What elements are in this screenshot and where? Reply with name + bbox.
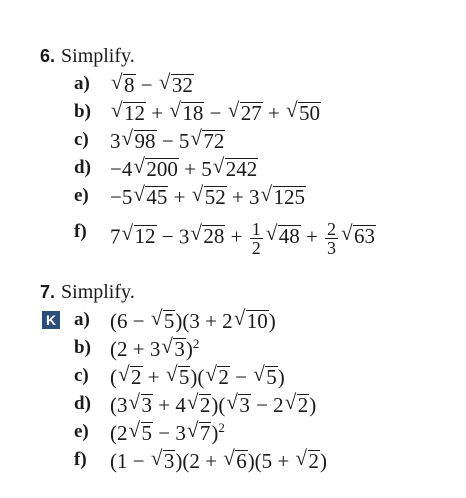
numerator: 2 xyxy=(327,219,337,239)
radicand: 6 xyxy=(236,449,247,473)
radicand: 32 xyxy=(171,73,193,97)
expression: (2 + 3√ 3)$^2$ xyxy=(110,336,199,361)
radicand: 7 xyxy=(199,421,211,445)
sqrt-term xyxy=(151,308,176,333)
sqrt-term xyxy=(133,184,168,209)
expression: 7√ 12 − 3√ 28 + $\frac{1}{2}$ √ 48 + $\frac{2}{3}$ √ 63 xyxy=(110,220,376,257)
sqrt-term xyxy=(111,100,146,125)
part-label: c) xyxy=(74,129,89,150)
problem-7-title: Simplify. xyxy=(61,281,135,303)
part-label: b) xyxy=(74,337,91,358)
sqrt-term xyxy=(169,100,204,125)
problem-7-part xyxy=(0,448,466,472)
radicand: 5 xyxy=(266,365,277,389)
sqrt-term xyxy=(205,364,230,389)
radicand: 50 xyxy=(299,101,321,125)
part-label: e) xyxy=(74,421,89,442)
exponent: 2 xyxy=(192,336,200,351)
exponent: 2 xyxy=(218,420,225,435)
coefficient: 3 xyxy=(110,129,121,153)
radicand: 3 xyxy=(239,393,250,417)
expression: √ 12 + √ 18 − √ 27 + √ 50 xyxy=(110,100,321,125)
sqrt-term xyxy=(159,72,194,97)
sqrt-term xyxy=(192,184,227,209)
radicand: 45 xyxy=(146,185,168,209)
sqrt-term xyxy=(226,392,251,417)
sqrt-term xyxy=(166,364,191,389)
problem-7-part xyxy=(0,392,466,416)
radicand: 28 xyxy=(203,224,225,249)
problem-6-part xyxy=(0,100,466,124)
sqrt-term xyxy=(223,448,248,473)
part-label: a) xyxy=(74,73,90,94)
sqrt-term xyxy=(187,420,212,445)
radicand: 63 xyxy=(354,224,376,249)
sqrt-term xyxy=(190,223,225,248)
radicand: 10 xyxy=(246,309,268,333)
coefficient: 3 xyxy=(178,224,190,249)
expression: 3√ 98 − 5√ 72 xyxy=(110,128,225,153)
sqrt-term xyxy=(234,308,269,333)
coefficient: 5 xyxy=(178,129,190,153)
sqrt-term xyxy=(296,448,321,473)
denominator: 3 xyxy=(327,238,337,258)
radicand: 2 xyxy=(218,365,229,389)
sqrt-term xyxy=(266,223,301,248)
problem-6-part xyxy=(0,156,466,180)
radicand: 8 xyxy=(124,73,135,97)
sqrt-term xyxy=(253,364,278,389)
coefficient: −5 xyxy=(110,185,133,209)
problem-6-part xyxy=(0,219,466,258)
part-label: a) xyxy=(74,309,90,330)
problem-7-number: 7. xyxy=(40,282,56,302)
sqrt-term xyxy=(213,156,259,181)
part-label: d) xyxy=(74,393,91,414)
radicand: 27 xyxy=(240,101,262,125)
expression: −5√ 45 + √ 52 + 3√ 125 xyxy=(110,184,306,209)
radicand: 5 xyxy=(141,421,152,445)
fraction xyxy=(250,220,263,257)
part-label: d) xyxy=(74,157,91,178)
problem-6-number: 6. xyxy=(40,46,56,66)
part-label: c) xyxy=(74,365,89,386)
radicand: 2 xyxy=(199,393,211,417)
radicand: 5 xyxy=(178,365,190,389)
radicand: 12 xyxy=(124,101,145,125)
sqrt-term xyxy=(111,72,136,97)
fraction xyxy=(325,220,338,257)
radicand: 5 xyxy=(163,309,175,333)
problem-6-title: Simplify. xyxy=(61,45,135,67)
expression: √ 8 − √ 32 xyxy=(110,72,194,97)
radicand: 98 xyxy=(134,129,156,153)
radicand: 52 xyxy=(204,185,226,209)
radicand: 72 xyxy=(203,129,225,153)
expression: −4√ 200 + 5√ 242 xyxy=(110,156,258,181)
radicand: 2 xyxy=(308,449,320,473)
sqrt-term xyxy=(161,336,186,361)
denominator: 2 xyxy=(251,238,261,258)
sqrt-term xyxy=(187,392,212,417)
part-label: b) xyxy=(74,101,91,122)
problem-6-part xyxy=(0,72,466,96)
part-label: f) xyxy=(74,449,87,470)
radicand: 2 xyxy=(131,365,142,389)
sqrt-term xyxy=(118,364,143,389)
sqrt-term xyxy=(285,392,310,417)
sqrt-term xyxy=(190,128,225,153)
part-label: e) xyxy=(74,185,89,206)
coefficient: −4 xyxy=(110,157,133,181)
expression: (6 − √ 5)(3 + 2√ 10) xyxy=(110,308,276,333)
coefficient: 7 xyxy=(110,224,121,249)
sqrt-term xyxy=(129,392,154,417)
radicand: 3 xyxy=(141,393,152,417)
radicand: 200 xyxy=(146,157,178,181)
knowledge-badge-icon: K xyxy=(42,311,60,329)
radicand: 242 xyxy=(225,157,258,181)
radicand: 48 xyxy=(278,224,300,249)
coefficient: 5 xyxy=(201,157,212,181)
sqrt-term xyxy=(261,184,307,209)
expression: (3√ 3 + 4√ 2)(√ 3 − 2√ 2) xyxy=(110,392,316,417)
sqrt-term xyxy=(122,223,157,248)
sqrt-term xyxy=(129,420,154,445)
sqrt-term xyxy=(341,223,376,248)
problem-6-part xyxy=(0,184,466,208)
problem-7-part xyxy=(0,364,466,388)
problem-7-heading xyxy=(40,280,135,304)
sqrt-term xyxy=(228,100,263,125)
part-label: f) xyxy=(74,221,87,242)
numerator: 1 xyxy=(251,219,261,239)
problem-6-heading xyxy=(40,44,135,68)
sqrt-term xyxy=(151,448,176,473)
expression: (2√ 5 − 3√ 7)$^2$ xyxy=(110,420,225,445)
sqrt-term xyxy=(133,156,179,181)
radicand: 3 xyxy=(163,449,175,473)
radicand: 125 xyxy=(273,185,306,209)
radicand: 18 xyxy=(182,101,204,125)
problem-6-part xyxy=(0,128,466,152)
expression: (√ 2 + √ 5)(√ 2 − √ 5) xyxy=(110,364,285,389)
radicand: 2 xyxy=(297,393,309,417)
expression: (1 − √ 3)(2 + √ 6)(5 + √ 2) xyxy=(110,448,327,473)
coefficient: 3 xyxy=(249,185,260,209)
sqrt-term xyxy=(286,100,321,125)
radicand: 12 xyxy=(134,224,156,249)
radicand: 3 xyxy=(174,337,185,361)
problem-7-part xyxy=(0,336,466,360)
sqrt-term xyxy=(122,128,157,153)
problem-7-part xyxy=(0,308,466,332)
problem-7-part xyxy=(0,420,466,444)
